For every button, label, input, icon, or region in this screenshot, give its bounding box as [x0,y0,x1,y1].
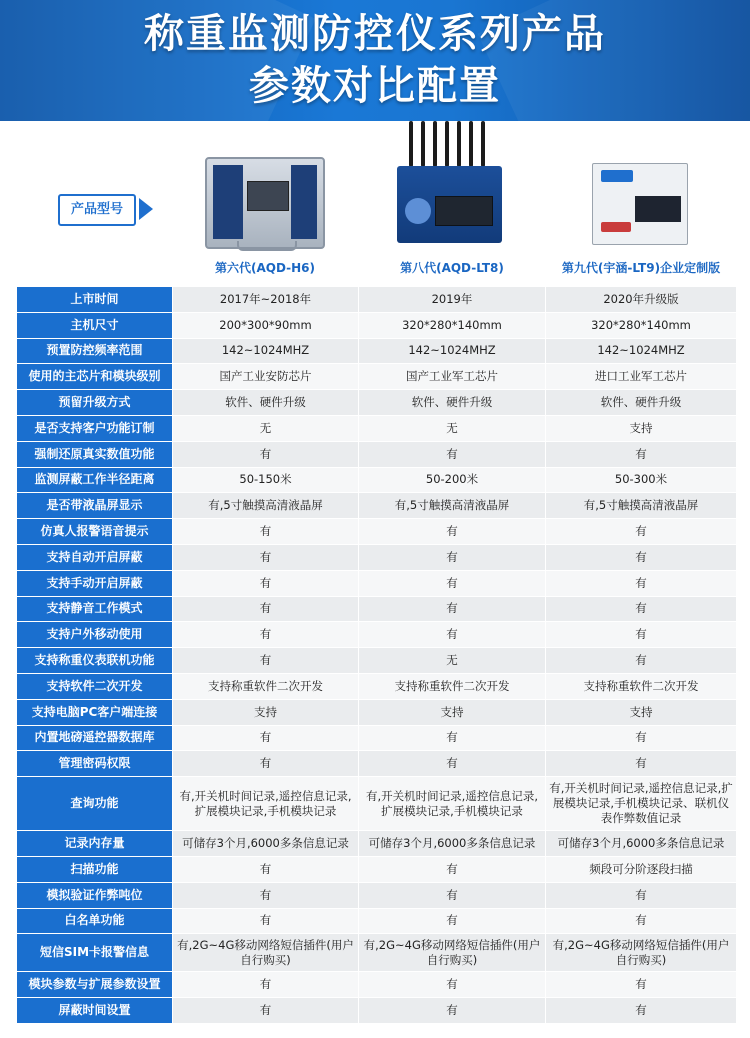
cell-value: 支持 [359,699,546,725]
cell-value: 有,开关机时间记录,遥控信息记录,扩展模块记录,手机模块记录 [359,777,546,831]
row-label: 仿真人报警语音提示 [17,519,173,545]
table-row [17,725,737,751]
spec-comparison-table [16,286,737,1024]
product-image-lt8 [397,166,502,243]
row-label: 查询功能 [17,777,173,831]
cell-value: 支持 [546,415,737,441]
cell-value: 142~1024MHZ [173,338,359,364]
cell-value: 进口工业军工芯片 [546,364,737,390]
row-label: 支持电脑PC客户端连接 [17,699,173,725]
row-label: 支持静音工作模式 [17,596,173,622]
cell-value: 有 [359,998,546,1024]
cell-value: 有 [359,622,546,648]
table-row [17,908,737,934]
page-title: 称重监测防控仪系列产品 [144,11,606,57]
header-banner [0,0,750,121]
antenna-icon [445,121,449,167]
cell-value: 软件、硬件升级 [173,390,359,416]
cell-value: 有 [359,882,546,908]
row-label: 使用的主芯片和模块级别 [17,364,173,390]
cell-value: 有 [359,908,546,934]
table-row [17,699,737,725]
table-row [17,751,737,777]
cell-value: 有 [359,519,546,545]
table-row [17,972,737,998]
cell-value: 有 [173,622,359,648]
cell-value: 320*280*140mm [546,312,737,338]
cell-value: 2017年~2018年 [173,287,359,313]
row-label: 支持户外移动使用 [17,622,173,648]
cell-value: 有 [173,441,359,467]
product-name-h6: 第六代(AQD-H6) [214,261,315,275]
antenna-icon [457,121,461,167]
cell-value: 有 [173,751,359,777]
table-row [17,570,737,596]
cell-value: 有,5寸触摸高清液晶屏 [359,493,546,519]
antenna-icon [469,121,473,167]
table-row [17,673,737,699]
table-row [17,882,737,908]
cell-value: 320*280*140mm [359,312,546,338]
table-row [17,544,737,570]
product-name-lt9: 第九代(宇涵-LT9)企业定制版 [561,261,721,275]
row-label: 支持自动开启屏蔽 [17,544,173,570]
table-row [17,998,737,1024]
row-label: 短信SIM卡报警信息 [17,934,173,972]
table-row [17,648,737,674]
cell-value: 可储存3个月,6000多条信息记录 [546,831,737,857]
row-label: 白名单功能 [17,908,173,934]
cell-value: 有 [173,998,359,1024]
cell-value: 有 [359,570,546,596]
cell-value: 有 [546,648,737,674]
cell-value: 有 [173,856,359,882]
antenna-icon [433,121,437,167]
row-label: 监测屏蔽工作半径距离 [17,467,173,493]
cell-value: 142~1024MHZ [359,338,546,364]
cell-value: 200*300*90mm [173,312,359,338]
row-label: 是否带液晶屏显示 [17,493,173,519]
antenna-icon [421,121,425,167]
cell-value: 有 [173,544,359,570]
table-row [17,287,737,313]
cell-value: 有 [546,751,737,777]
row-label: 上市时间 [17,287,173,313]
cell-value: 无 [359,415,546,441]
cell-value: 国产工业安防芯片 [173,364,359,390]
cell-value: 有 [546,519,737,545]
cell-value: 有 [359,544,546,570]
cell-value: 有 [173,596,359,622]
cell-value: 50-150米 [173,467,359,493]
cell-value: 有 [546,998,737,1024]
table-row [17,390,737,416]
row-label: 内置地磅遥控器数据库 [17,725,173,751]
product-image-lt9 [592,163,688,245]
cell-value: 有 [546,622,737,648]
row-label: 扫描功能 [17,856,173,882]
table-row [17,622,737,648]
cell-value: 有 [546,972,737,998]
cell-value: 有 [173,519,359,545]
table-row [17,338,737,364]
cell-value: 有 [546,570,737,596]
row-label: 屏蔽时间设置 [17,998,173,1024]
cell-value: 有 [546,596,737,622]
cell-value: 有,5寸触摸高清液晶屏 [546,493,737,519]
cell-value: 有 [546,725,737,751]
cell-value: 无 [173,415,359,441]
cell-value: 频段可分阶逐段扫描 [546,856,737,882]
table-row [17,415,737,441]
cell-value: 支持 [173,699,359,725]
model-label: 产品型号 [58,194,136,226]
cell-value: 有,5寸触摸高清液晶屏 [173,493,359,519]
table-row [17,596,737,622]
cell-value: 支持称重软件二次开发 [359,673,546,699]
cell-value: 有,2G~4G移动网络短信插件(用户自行购买) [546,934,737,972]
cell-value: 有 [359,596,546,622]
table-row [17,519,737,545]
cell-value: 有 [359,856,546,882]
cell-value: 142~1024MHZ [546,338,737,364]
row-label: 主机尺寸 [17,312,173,338]
table-row [17,934,737,972]
row-label: 强制还原真实数值功能 [17,441,173,467]
cell-value: 有 [173,570,359,596]
row-label: 支持手动开启屏蔽 [17,570,173,596]
cell-value: 支持 [546,699,737,725]
arrow-right-icon [139,198,153,220]
cell-value: 支持称重软件二次开发 [546,673,737,699]
antenna-icon [409,121,413,167]
cell-value: 2020年升级版 [546,287,737,313]
page-subtitle: 参数对比配置 [249,63,501,109]
row-label: 是否支持客户功能订制 [17,415,173,441]
product-image-h6 [205,157,325,249]
product-name-lt8: 第八代(AQD-LT8) [400,261,504,275]
row-label: 记录内存量 [17,831,173,857]
table-row [17,831,737,857]
antenna-icon [481,121,485,167]
table-row [17,777,737,831]
cell-value: 有 [173,882,359,908]
table-row [17,856,737,882]
cell-value: 有,开关机时间记录,遥控信息记录,扩展模块记录,手机模块记录、联机仪表作弊数值记录 [546,777,737,831]
cell-value: 有,2G~4G移动网络短信插件(用户自行购买) [173,934,359,972]
cell-value: 有 [546,882,737,908]
cell-value: 软件、硬件升级 [359,390,546,416]
cell-value: 可储存3个月,6000多条信息记录 [173,831,359,857]
table-row [17,467,737,493]
cell-value: 50-200米 [359,467,546,493]
cell-value: 50-300米 [546,467,737,493]
cell-value: 有 [359,441,546,467]
row-label: 管理密码权限 [17,751,173,777]
cell-value: 国产工业军工芯片 [359,364,546,390]
row-label: 模块参数与扩展参数设置 [17,972,173,998]
row-label: 预留升级方式 [17,390,173,416]
cell-value: 有 [173,972,359,998]
table-row [17,364,737,390]
table-row [17,312,737,338]
cell-value: 2019年 [359,287,546,313]
cell-value: 支持称重软件二次开发 [173,673,359,699]
row-label: 模拟验证作弊吨位 [17,882,173,908]
cell-value: 有 [173,648,359,674]
cell-value: 无 [359,648,546,674]
table-row [17,493,737,519]
cell-value: 有,2G~4G移动网络短信插件(用户自行购买) [359,934,546,972]
cell-value: 有,开关机时间记录,遥控信息记录,扩展模块记录,手机模块记录 [173,777,359,831]
cell-value: 有 [546,441,737,467]
cell-value: 有 [173,725,359,751]
cell-value: 有 [546,908,737,934]
cell-value: 有 [359,725,546,751]
table-row [17,441,737,467]
cell-value: 可储存3个月,6000多条信息记录 [359,831,546,857]
cell-value: 有 [359,751,546,777]
cell-value: 软件、硬件升级 [546,390,737,416]
row-label: 支持软件二次开发 [17,673,173,699]
cell-value: 有 [359,972,546,998]
row-label: 预置防控频率范围 [17,338,173,364]
cell-value: 有 [173,908,359,934]
cell-value: 有 [546,544,737,570]
row-label: 支持称重仪表联机功能 [17,648,173,674]
